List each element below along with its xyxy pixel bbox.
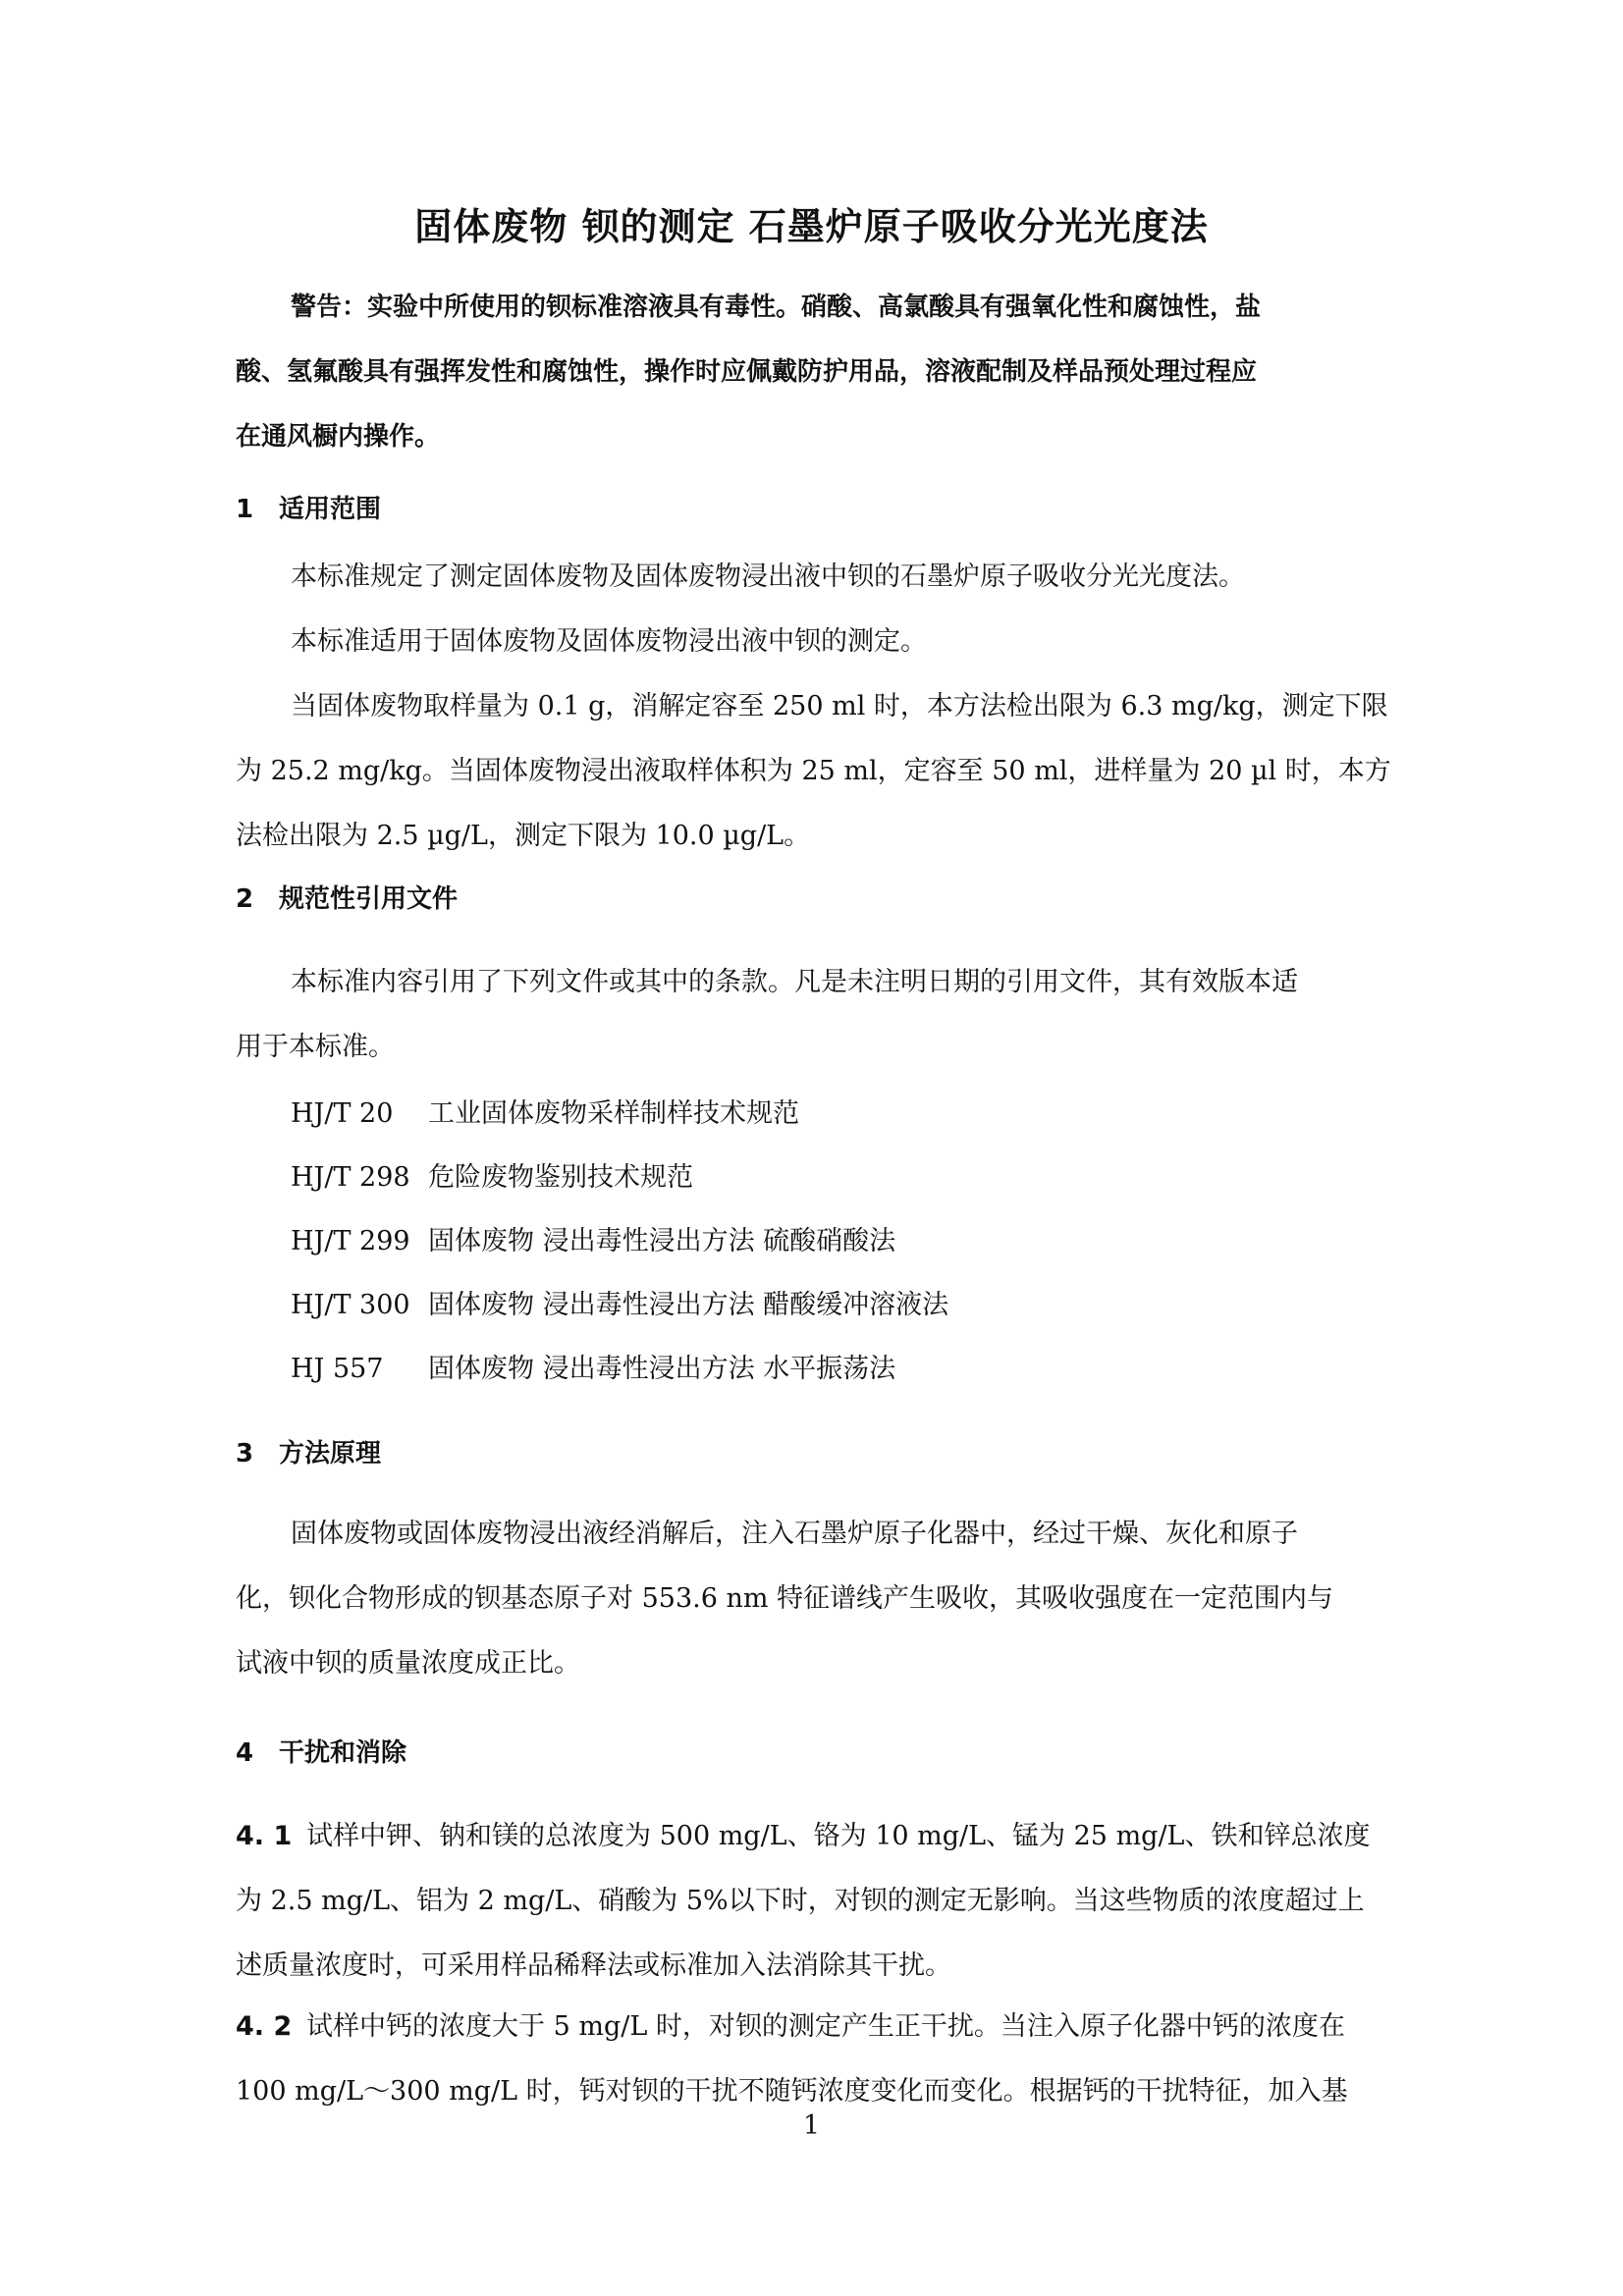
section-number: 1 (236, 495, 254, 524)
warning-line: 在通风橱内操作。 (236, 422, 441, 452)
reference-code: HJ/T 20 (291, 1098, 394, 1129)
subsection-4-1 (236, 1804, 1402, 1999)
references-intro (236, 950, 1402, 1080)
reference-item (291, 1092, 799, 1130)
paragraph-line: 试液中钡的质量浓度成正比。 (236, 1648, 580, 1679)
warning-line: 警告：实验中所使用的钡标准溶液具有毒性。硝酸、高氯酸具有强氧化性和腐蚀性，盐 (291, 293, 1262, 322)
section-title: 方法原理 (279, 1439, 382, 1468)
section-title: 规范性引用文件 (279, 884, 459, 914)
reference-item (291, 1347, 895, 1385)
scope-paragraph (236, 674, 1402, 869)
subsection-text: 试样中钾、钠和镁的总浓度为 500 mg/L、铬为 10 mg/L、锰为 25 mg/L、铁和锌总浓度 (306, 1821, 1371, 1851)
reference-title: 工业固体废物采样制样技术规范 (428, 1098, 799, 1129)
page-number: 1 (802, 2110, 821, 2141)
subsection-text: 试样中钙的浓度大于 5 mg/L 时，对钡的测定产生正干扰。当注入原子化器中钙的浓度在 (306, 2011, 1345, 2042)
paragraph-line: 当固体废物取样量为 0.1 g，消解定容至 250 ml 时，本方法检出限为 6.3 mg/kg，测定下限 (291, 691, 1388, 721)
paragraph-line: 述质量浓度时，可采用样品稀释法或标准加入法消除其干扰。 (236, 1950, 951, 1981)
paragraph-line: 法检出限为 2.5 µg/L，测定下限为 10.0 µg/L。 (236, 821, 811, 851)
reference-code: HJ/T 298 (291, 1162, 410, 1193)
reference-title: 固体废物 浸出毒性浸出方法 硫酸硝酸法 (428, 1226, 896, 1256)
section-number: 2 (236, 884, 254, 914)
principle-paragraph (236, 1502, 1402, 1696)
section-heading-1 (236, 489, 381, 525)
reference-title: 危险废物鉴别技术规范 (428, 1162, 693, 1193)
paragraph-line: 100 mg/L～300 mg/L 时，钙对钡的干扰不随钙浓度变化而变化。根据钙的干扰特征，加入基 (236, 2076, 1348, 2107)
subsection-4-2 (236, 1995, 1402, 2124)
paragraph-line: 为 2.5 mg/L、铝为 2 mg/L、硝酸为 5%以下时，对钡的测定无影响。当这些物质的浓度超过上 (236, 1886, 1365, 1916)
paragraph-line (236, 1995, 1402, 2059)
warning-paragraph (236, 275, 1399, 469)
reference-code: HJ/T 300 (291, 1290, 410, 1320)
document-title: 固体废物 钡的测定 石墨炉原子吸收分光光度法 (414, 205, 1209, 248)
section-heading-4 (236, 1733, 406, 1769)
reference-title: 固体废物 浸出毒性浸出方法 醋酸缓冲溶液法 (428, 1290, 949, 1320)
section-number: 3 (236, 1439, 254, 1468)
paragraph-line: 本标准内容引用了下列文件或其中的条款。凡是未注明日期的引用文件，其有效版本适 (291, 967, 1298, 997)
section-title: 干扰和消除 (279, 1738, 407, 1768)
paragraph-line: 用于本标准。 (236, 1032, 395, 1062)
reference-item (291, 1283, 948, 1321)
scope-paragraph (236, 545, 1402, 610)
warning-line: 酸、氢氟酸具有强挥发性和腐蚀性，操作时应佩戴防护用品，溶液配制及样品预处理过程应 (236, 357, 1258, 387)
reference-code: HJ 557 (291, 1354, 384, 1384)
paragraph-line: 本标准适用于固体废物及固体废物浸出液中钡的测定。 (291, 626, 927, 657)
section-title: 适用范围 (279, 495, 382, 524)
paragraph-line: 本标准规定了测定固体废物及固体废物浸出液中钡的石墨炉原子吸收分光光度法。 (291, 561, 1245, 592)
subsection-number: 4. 1 (236, 1821, 293, 1851)
paragraph-line (236, 1804, 1402, 1869)
paragraph-line: 化，钡化合物形成的钡基态原子对 553.6 nm 特征谱线产生吸收，其吸收强度在一定范围内与 (236, 1583, 1334, 1614)
scope-paragraph (236, 610, 1402, 674)
subsection-number: 4. 2 (236, 2011, 293, 2042)
section-heading-3 (236, 1433, 381, 1469)
reference-item (291, 1219, 895, 1257)
reference-title: 固体废物 浸出毒性浸出方法 水平振荡法 (428, 1354, 896, 1384)
section-heading-2 (236, 879, 458, 915)
reference-code: HJ/T 299 (291, 1226, 410, 1256)
section-number: 4 (236, 1738, 254, 1768)
reference-item (291, 1155, 693, 1194)
paragraph-line: 为 25.2 mg/kg。当固体废物浸出液取样体积为 25 ml，定容至 50 ml，进样量为 20 µl 时，本方 (236, 756, 1391, 786)
paragraph-line: 固体废物或固体废物浸出液经消解后，注入石墨炉原子化器中，经过干燥、灰化和原子 (291, 1519, 1298, 1549)
